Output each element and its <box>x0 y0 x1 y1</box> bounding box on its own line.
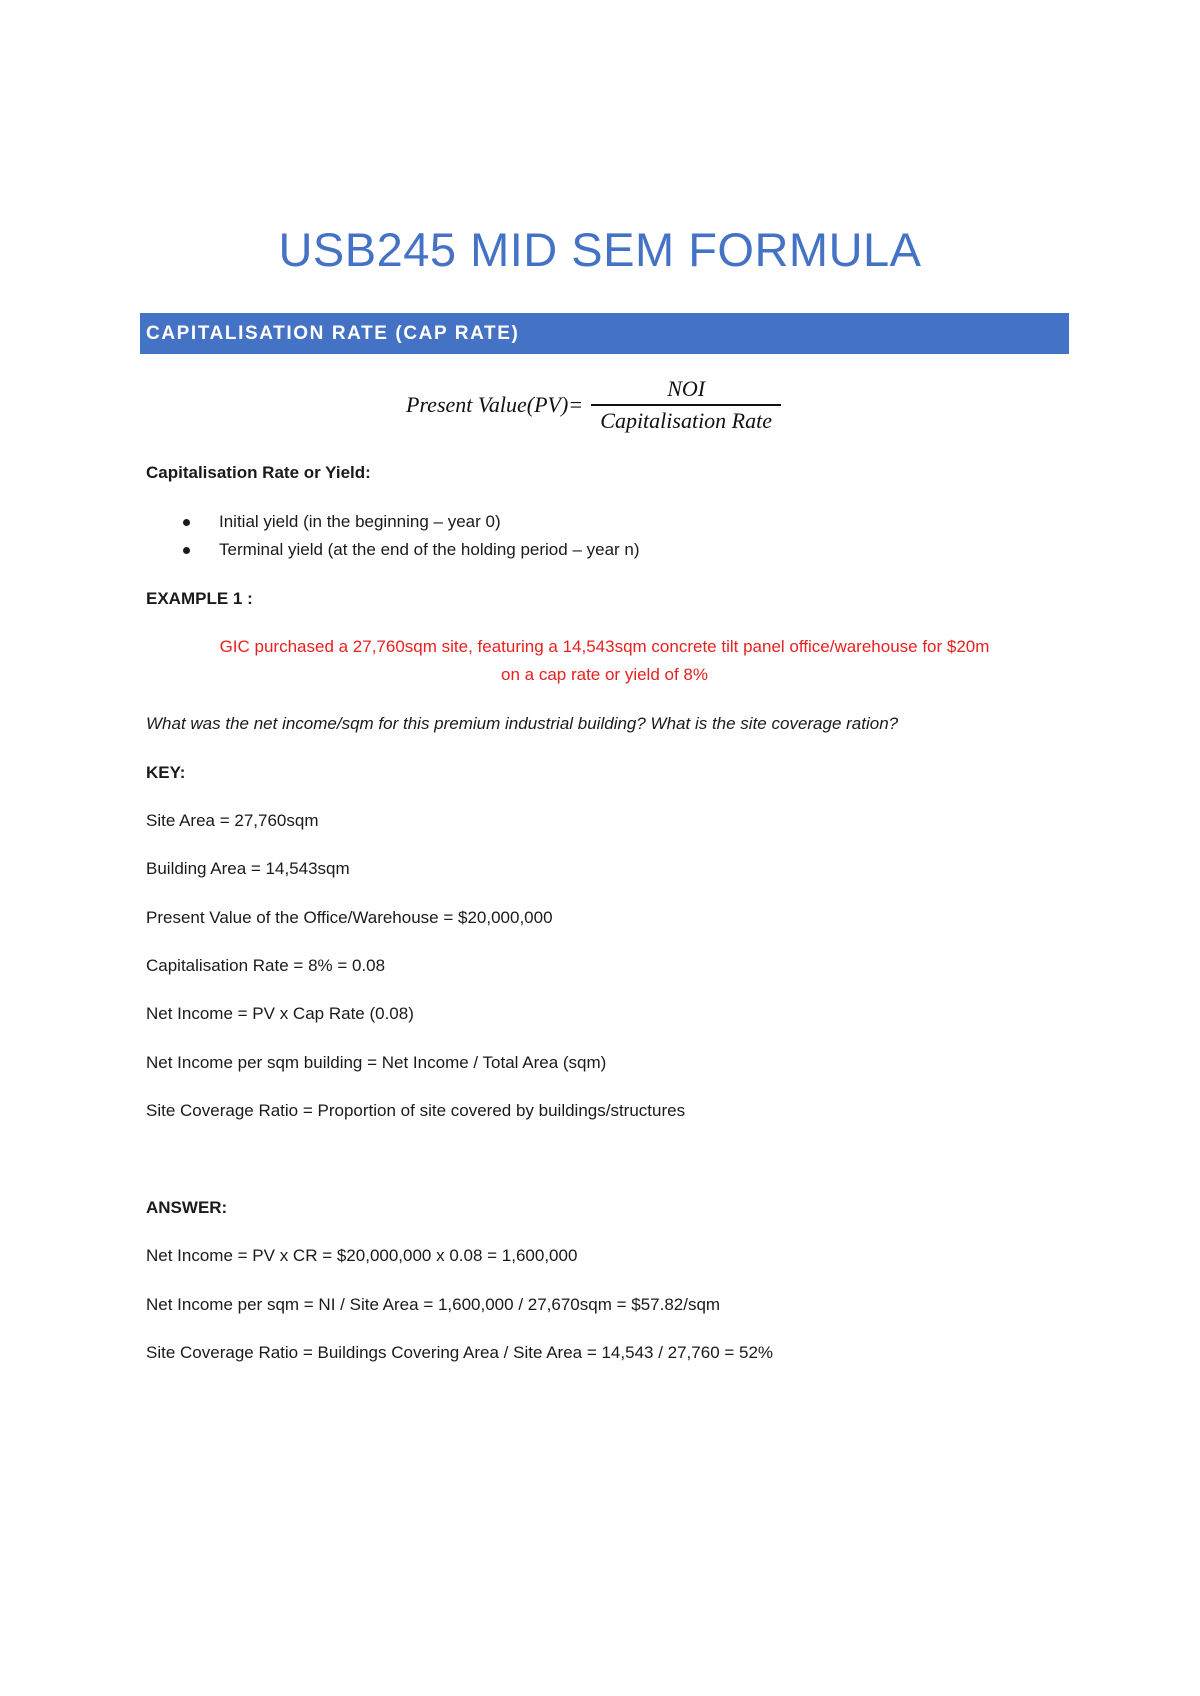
yield-heading: Capitalisation Rate or Yield: <box>146 463 371 482</box>
key-net-income: Net Income = PV x Cap Rate (0.08) <box>146 1004 414 1023</box>
example-question: What was the net income/sqm for this premium industrial building? What is the site coverage ration? <box>146 714 899 733</box>
example-statement-line-1: GIC purchased a 27,760sqm site, featuring a 14,543sqm concrete tilt panel office/warehouse for $20m <box>219 637 990 656</box>
key-heading: KEY: <box>146 763 186 782</box>
answer-net-income: Net Income = PV x CR = $20,000,000 x 0.08 = 1,600,000 <box>146 1246 578 1265</box>
example-heading: EXAMPLE 1 : <box>146 589 253 608</box>
formula-denominator: Capitalisation Rate <box>600 407 772 433</box>
key-cap-rate: Capitalisation Rate = 8% = 0.08 <box>146 956 386 975</box>
formula-lhs: Present Value(PV)= <box>406 391 584 417</box>
key-site-area: Site Area = 27,760sqm <box>146 811 319 830</box>
formula-numerator: NOI <box>667 376 706 401</box>
document-title: USB245 MID SEM FORMULA <box>278 223 922 276</box>
formula-fraction <box>591 376 781 434</box>
bullet-text: Terminal yield (at the end of the holding period – year n) <box>219 540 640 559</box>
key-site-coverage: Site Coverage Ratio = Proportion of site covered by buildings/structures <box>146 1101 686 1120</box>
answer-net-income-per-sqm: Net Income per sqm = NI / Site Area = 1,600,000 / 27,670sqm = $57.82/sqm <box>146 1295 721 1314</box>
bullet-icon <box>183 547 190 554</box>
example-statement-line-2: on a cap rate or yield of 8% <box>501 665 708 684</box>
section-heading-cap-rate: CAPITALISATION RATE (CAP RATE) <box>140 313 1069 354</box>
present-value-formula <box>406 376 781 434</box>
key-present-value: Present Value of the Office/Warehouse = $20,000,000 <box>146 908 553 927</box>
key-net-income-per-sqm: Net Income per sqm building = Net Income / Total Area (sqm) <box>146 1053 607 1072</box>
bullet-icon <box>183 519 190 526</box>
bullet-text: Initial yield (in the beginning – year 0) <box>219 512 501 531</box>
key-building-area: Building Area = 14,543sqm <box>146 859 350 878</box>
answer-site-coverage: Site Coverage Ratio = Buildings Covering Area / Site Area = 14,543 / 27,760 = 52% <box>146 1343 774 1362</box>
answer-heading: ANSWER: <box>146 1198 228 1217</box>
